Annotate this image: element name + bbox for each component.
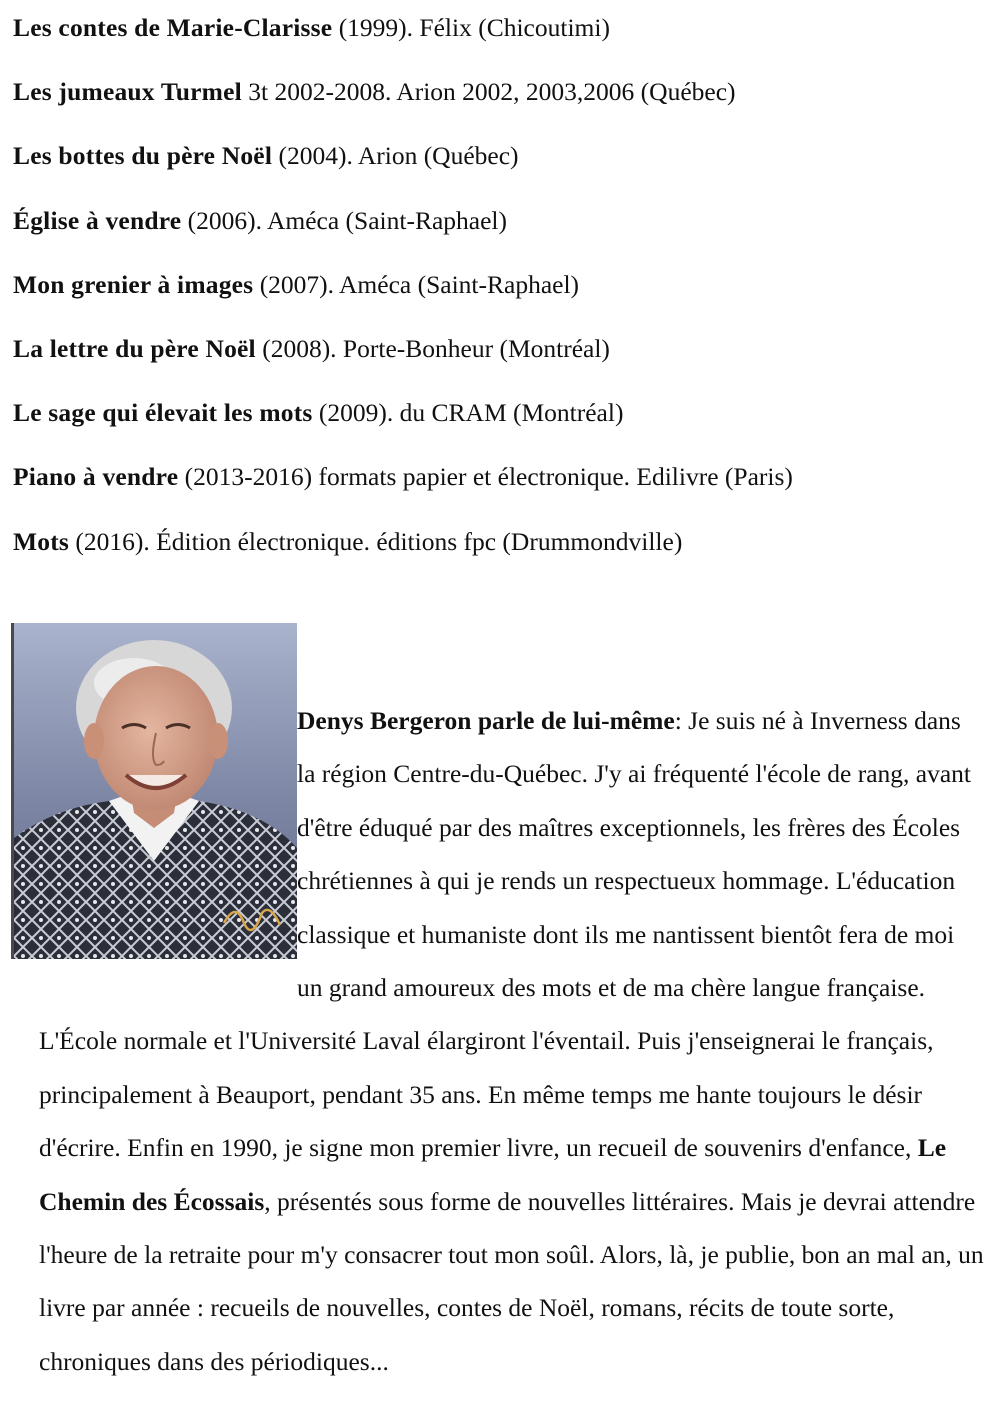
book-entry: [13, 201, 988, 265]
book-details: (1999). Félix (Chicoutimi): [332, 13, 610, 42]
book-title: Église à vendre: [13, 205, 182, 235]
book-entry: [13, 522, 988, 586]
bio-text-part1: : Je suis né à Inverness dans la région Centre-du-Québec. J'y ai fréquenté l'école de rang, avant d'être éduqué par des maîtres exceptionnels, les frères des Écoles chrétiennes à qui je rends un respectueux hommage. L'éducation classique et humaniste dont ils me nantissent bientôt fera de moi un grand amoureux des mots et de ma chère langue française. L'École normale et l'Université Laval élargiront l'éventail. Puis j'enseignerai le français, principalement à Beauport, pendant 35 ans. En même temps me hante toujours le désir d'écrire. Enfin en 1990, je signe mon premier livre, un recueil de souvenirs d'enfance,: [39, 706, 972, 1163]
book-entry: [13, 136, 988, 200]
book-entry: [13, 457, 988, 521]
bio-paragraph: [39, 694, 984, 1388]
book-details: (2009). du CRAM (Montréal): [312, 398, 624, 428]
book-title: Mots: [13, 526, 70, 556]
book-entry: [13, 393, 988, 457]
book-title: Le sage qui élevait les mots: [13, 398, 313, 428]
book-entry: [13, 8, 988, 72]
book-title: Les bottes du père Noël: [13, 141, 273, 171]
book-details: (2013-2016) formats papier et électronique. Edilivre (Paris): [178, 462, 793, 492]
book-title: Les jumeaux Turmel: [13, 77, 242, 107]
bio-book-title: Le Chemin des Écossais: [39, 1133, 947, 1216]
bio-text-part2: , présentés sous forme de nouvelles littéraires. Mais je devrai attendre l'heure de la retraite pour m'y consacrer tout mon soûl. Alors, là, je publie, bon an mal an, un livre par année : recueils de nouvelles, contes de Noël, romans, récits de toute sorte, chroniques dans des périodiques...: [39, 1186, 984, 1376]
book-entry: [13, 265, 988, 329]
book-details: (2004). Arion (Québec): [272, 141, 519, 171]
book-title: Les contes de Marie-Clarisse: [13, 13, 333, 42]
book-title: Piano à vendre: [13, 462, 179, 492]
book-title: La lettre du père Noël: [13, 333, 256, 363]
book-entry: [13, 329, 988, 393]
book-details: 3t 2002-2008. Arion 2002, 2003,2006 (Québec): [241, 77, 736, 107]
book-title: Mon grenier à images: [13, 269, 254, 299]
book-details: (2007). Améca (Saint-Raphael): [253, 269, 580, 299]
book-details: (2006). Améca (Saint-Raphael): [181, 205, 508, 235]
book-details: (2016). Édition électronique. éditions fpc (Drummondville): [69, 526, 683, 556]
book-details: (2008). Porte-Bonheur (Montréal): [255, 333, 610, 363]
book-entry: [13, 72, 988, 136]
book-list: [13, 8, 988, 586]
bio-heading: Denys Bergeron parle de lui-même: [297, 706, 675, 735]
